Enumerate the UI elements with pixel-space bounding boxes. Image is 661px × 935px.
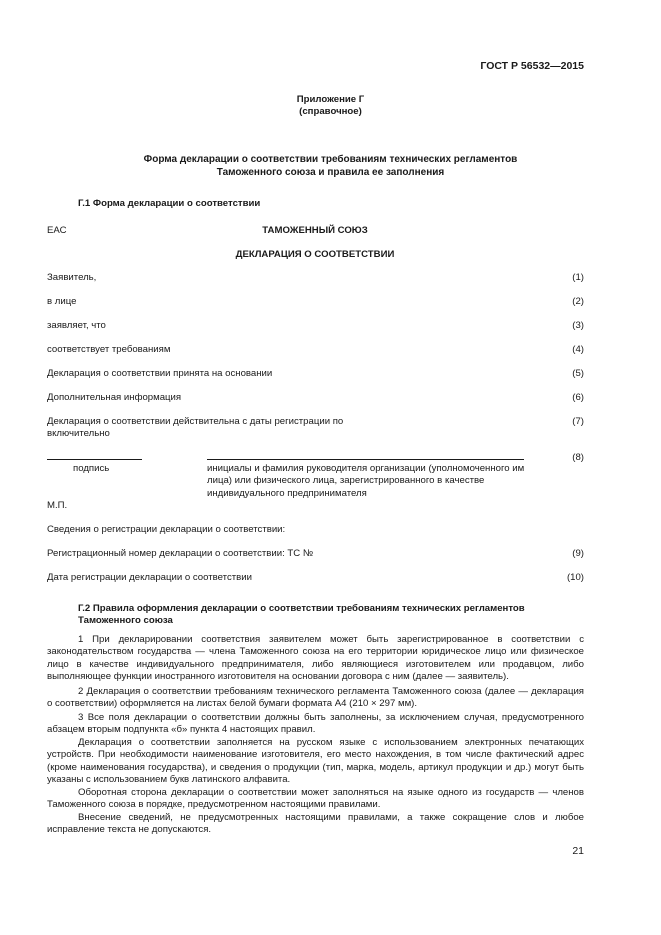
field-label: Дата регистрации декларации о соответствии [47, 572, 252, 583]
field-number: (1) [572, 272, 584, 283]
field-number: (2) [572, 296, 584, 307]
appendix-title: Приложение Г [296, 94, 365, 105]
field-number: (9) [572, 548, 584, 559]
field-label: Дополнительная информация [47, 392, 182, 403]
declaration-title: ДЕКЛАРАЦИЯ О СООТВЕТСТВИИ [235, 249, 395, 260]
field-label: Декларация о соответствии принята на основании [47, 368, 273, 379]
eac-mark: ЕАС [47, 225, 67, 236]
signature-field-number: (8) [572, 452, 584, 463]
customs-union-title: ТАМОЖЕННЫЙ СОЮЗ [262, 225, 368, 236]
main-title-line-1: Форма декларации о соответствии требованиям технических регламентов [143, 154, 518, 165]
seal-mark: М.П. [47, 500, 68, 511]
main-title-line-2: Таможенного союза и правила ее заполнения [216, 167, 445, 178]
paragraph-6: Внесение сведений, не предусмотренных настоящими правилами, а также сокращение слов и любое исправление текста не допускаются. [47, 812, 584, 836]
paragraph-5: Оборотная сторона декларации о соответствии может заполняться на языке одного из государств — членов Таможенного союза в порядке, предусмотренном настоящими правилами. [47, 787, 584, 811]
field-label: соответствует требованиям [47, 344, 171, 355]
field-number: (6) [572, 392, 584, 403]
field-number: (5) [572, 368, 584, 379]
appendix-subtitle: (справочное) [299, 106, 362, 117]
field-number: (10) [566, 572, 584, 583]
section-1-heading: Г.1 Форма декларации о соответствии [78, 198, 261, 209]
standard-id: ГОСТ Р 56532—2015 [480, 60, 584, 72]
paragraph-1: 1 При декларировании соответствия заявителем может быть зарегистрированное в соответствии с законодательством государства — члена Таможенного союза на его территории юридическое лицо или физическое лицо в качестве индивидуального предпринимателя, либо являющиеся изготовителем или продавцом, либо выполняющее функции иностранного изготовителя на основании договора с ним (далее — заявитель). [47, 634, 584, 683]
page-number: 21 [572, 845, 584, 857]
signatory-caption: инициалы и фамилия руководителя организации (уполномоченного им лица) или физического лица, зарегистрированного в качестве индивидуального предпринимателя [207, 463, 525, 499]
field-label: Регистрационный номер декларации о соответствии: ТС № [47, 548, 314, 559]
field-number: (7) [572, 416, 584, 427]
signature-label: подпись [73, 463, 110, 474]
signatory-line [207, 459, 524, 460]
signature-line [47, 459, 142, 460]
field-label: Заявитель, [47, 272, 97, 283]
field-number: (4) [572, 344, 584, 355]
section-2-heading: Г.2 Правила оформления декларации о соответствии требованиям технических регламентов Таможенного союза [78, 603, 525, 627]
registration-heading: Сведения о регистрации декларации о соответствии: [47, 524, 286, 535]
paragraph-3: 3 Все поля декларации о соответствии должны быть заполнены, за исключением случая, предусмотренного абзацем вторым подпункта «б» пункта 4 настоящих правил. [47, 712, 584, 736]
field-label: Декларация о соответствии действительна с даты регистрации по включительно [47, 416, 344, 440]
paragraph-2: 2 Декларация о соответствии требованиям технического регламента Таможенного союза (далее — декларация о соответствии) оформляется на листах белой бумаги формата А4 (210 × 297 мм). [47, 686, 584, 710]
field-number: (3) [572, 320, 584, 331]
field-label: в лице [47, 296, 77, 307]
field-label: заявляет, что [47, 320, 106, 331]
paragraph-4: Декларация о соответствии заполняется на русском языке с использованием электронных печатающих устройств. При необходимости наименование изготовителя, его место нахождения, в том числе фактический адрес (кроме наименования государства), и сведения о продукции (тип, марка, модель, артикул продукции и др.) могут быть указаны с использованием букв латинского алфавита. [47, 737, 584, 786]
